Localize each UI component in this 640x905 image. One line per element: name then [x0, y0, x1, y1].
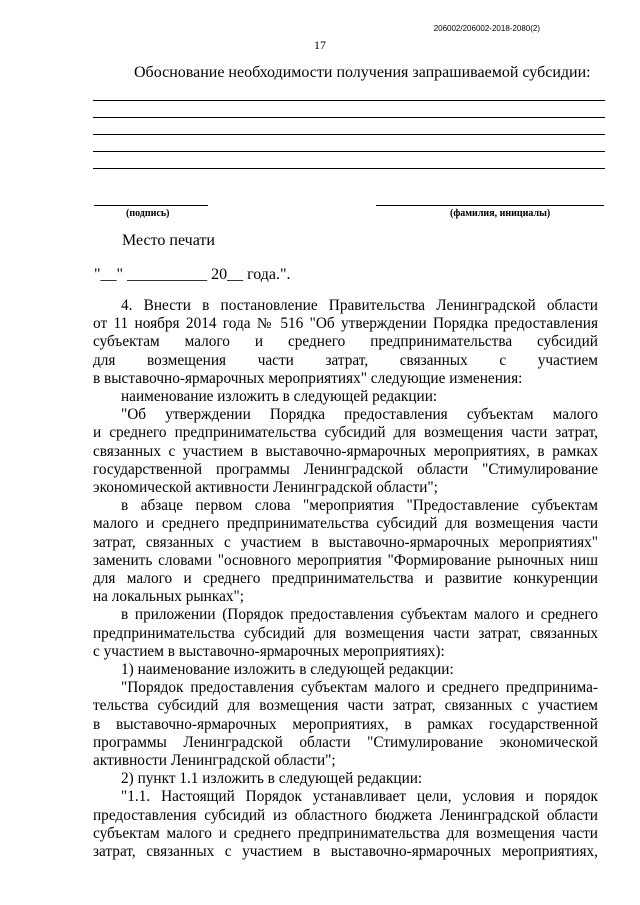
text-line: программы Ленинградской области "Стимулирование экономической	[93, 733, 598, 751]
text-line: с участием в выставочно-ярмарочных мероприятиях):	[93, 642, 445, 660]
text-line: малого и среднего предпринимательства субсидий для возмещения части	[93, 515, 598, 533]
text-line: в выставочно-ярмарочных мероприятиях, в рамках государственной	[93, 715, 598, 733]
text-line: 4. Внести в постановление Правительства Ленинградской области	[121, 297, 598, 314]
text-line: 1) наименование изложить в следующей редакции:	[121, 661, 454, 679]
seal-label: Место печати	[122, 232, 215, 249]
text-line: от 11 ноября 2014 года № 516 "Об утверждении Порядка предоставления	[93, 315, 598, 333]
text-line: в абзаце первом слова "мероприятия "Предоставление субъектам	[121, 497, 598, 515]
text-line: и среднего предпринимательства субсидий для возмещения части затрат,	[93, 424, 598, 442]
text-line: экономической активности Ленинградской области";	[93, 479, 438, 497]
text-line: наименование изложить в следующей редакции:	[121, 388, 438, 406]
text-line: "1.1. Настоящий Порядок устанавливает цели, условия и порядок	[121, 788, 598, 806]
signature-line	[94, 205, 208, 206]
document-id: 206002/206002-2018-2080(2)	[433, 24, 540, 33]
text-line: затрат, связанных с участием в выставочно-ярмарочных мероприятиях,	[93, 843, 598, 861]
amendment-text	[93, 297, 598, 861]
text-line: государственной программы Ленинградской области "Стимулирование	[93, 460, 598, 478]
justification-title: Обоснование необходимости получения запрашиваемой субсидии:	[134, 64, 591, 81]
text-line: тельства субсидий для возмещения части затрат, связанных с участием	[93, 697, 598, 715]
text-line: в выставочно-ярмарочных мероприятиях" следующие изменения:	[93, 369, 523, 387]
text-line: "Порядок предоставления субъектам малого и среднего предпринима-	[121, 679, 598, 697]
text-line: для малого и среднего предпринимательства и развитие конкуренции	[93, 570, 598, 588]
text-line: связанных с участием в выставочно-ярмарочных мероприятиях, в рамках	[93, 442, 598, 460]
form-line	[93, 117, 605, 118]
form-line	[93, 168, 605, 169]
text-line: предоставления субсидий из областного бюджета Ленинградской области	[93, 806, 598, 824]
form-line	[93, 151, 605, 152]
text-line: затрат, связанных с участием в выставочно-ярмарочных мероприятиях"	[93, 533, 598, 551]
page-number: 17	[314, 38, 326, 52]
form-line	[93, 134, 605, 135]
name-caption: (фамилия, инициалы)	[450, 208, 551, 219]
text-line: для возмещения части затрат, связанных с участием	[93, 351, 598, 369]
signature-caption: (подпись)	[126, 208, 170, 219]
text-line: субъектам малого и среднего предпринимательства субсидий	[93, 333, 598, 351]
text-line: на локальных рынках";	[93, 588, 244, 606]
text-line: предпринимательства субсидий для возмещения части затрат, связанных	[93, 624, 598, 642]
text-line: активности Ленинградской области";	[93, 752, 336, 770]
text-line: в приложении (Порядок предоставления субъектам малого и среднего	[121, 606, 598, 624]
date-line: "__" __________ 20__ года.".	[94, 266, 291, 283]
form-line	[93, 100, 605, 101]
name-line	[376, 205, 604, 206]
text-line: субъектам малого и среднего предпринимательства для возмещения части	[93, 824, 598, 842]
text-line: заменить словами "основного мероприятия "Формирование рыночных ниш	[93, 551, 598, 569]
text-line: 2) пункт 1.1 изложить в следующей редакции:	[121, 770, 423, 788]
text-line: "Об утверждении Порядка предоставления субъектам малого	[121, 406, 598, 424]
